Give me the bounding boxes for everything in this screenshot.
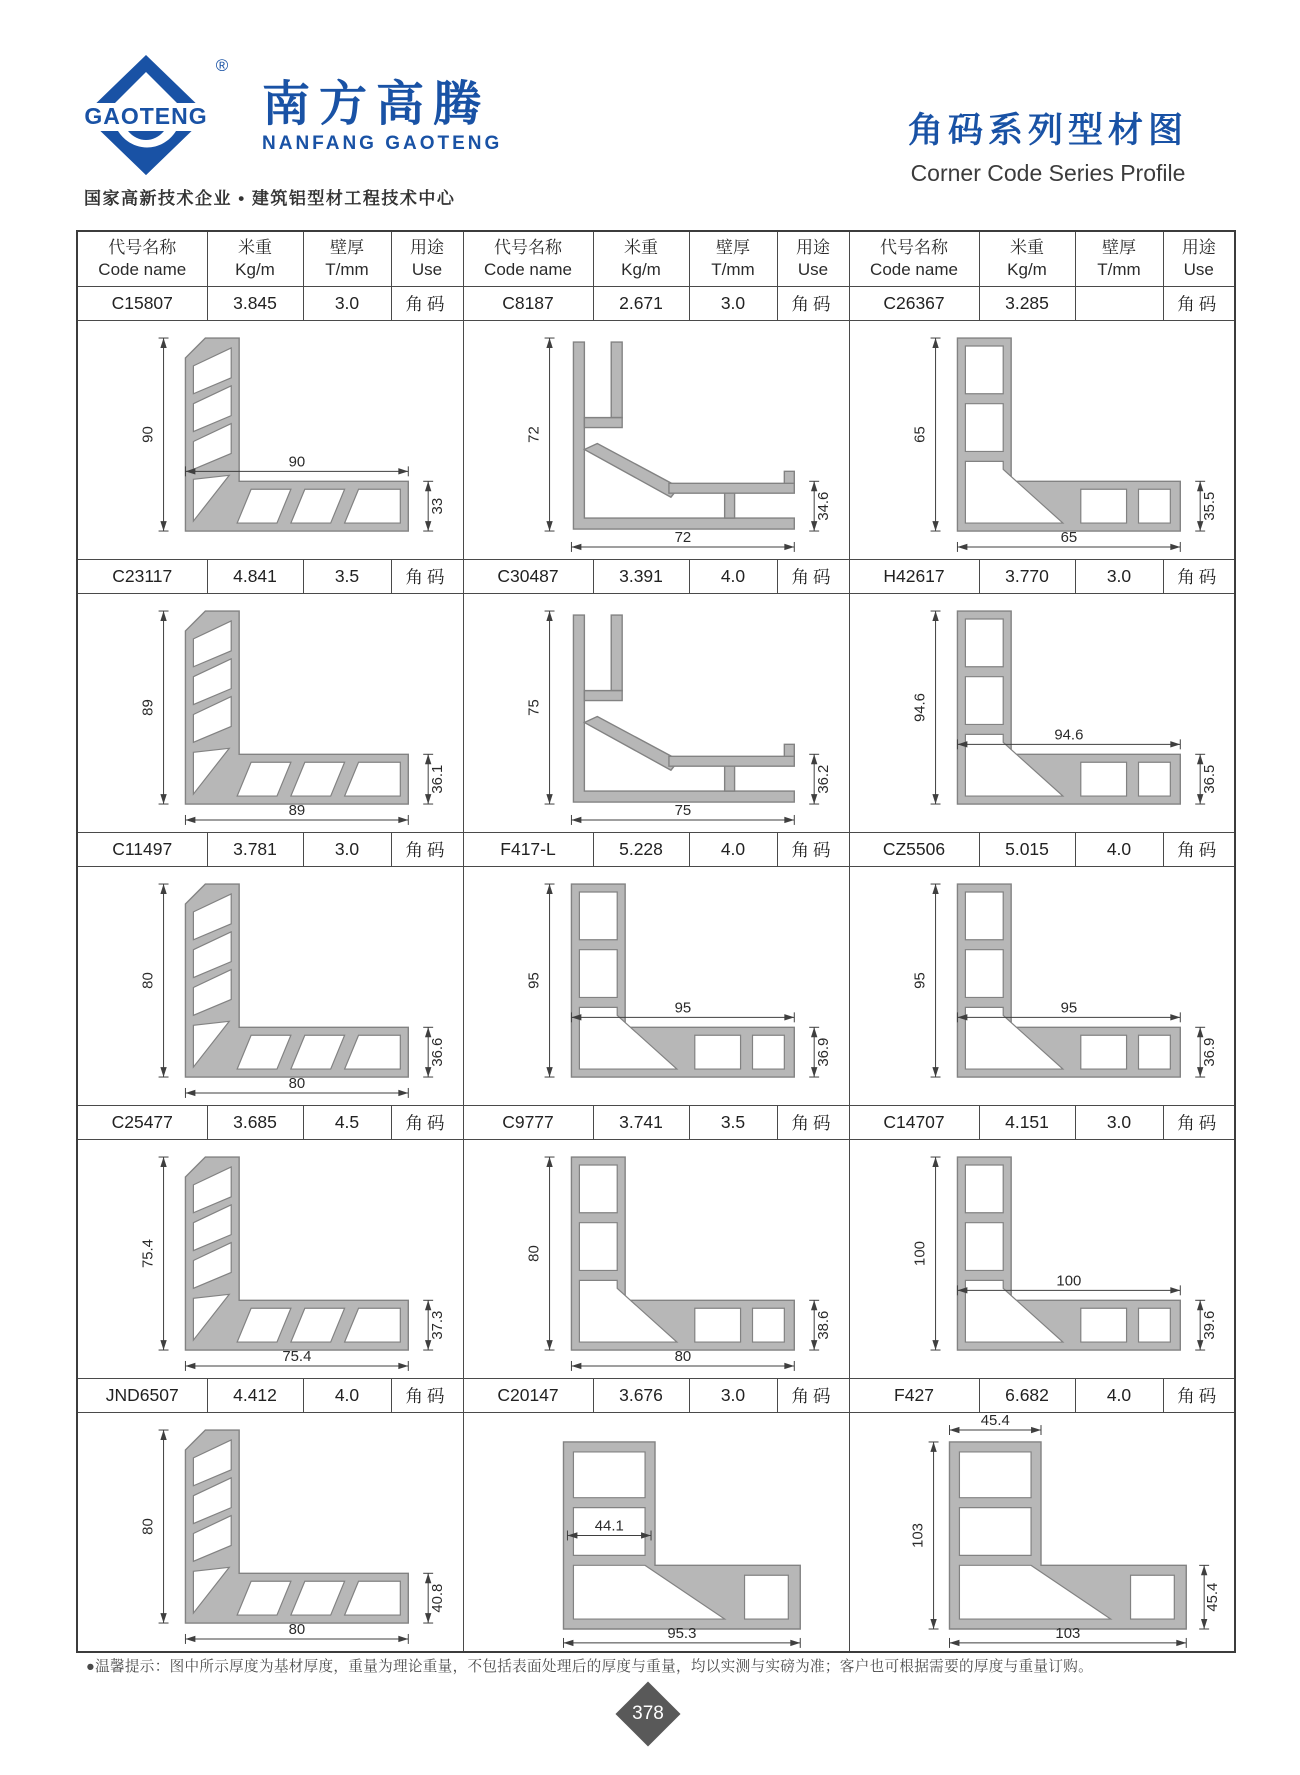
profile-drawing-C25477 <box>78 1141 462 1378</box>
dim-label: 80 <box>525 1244 543 1262</box>
dim-label: 94.6 <box>1054 725 1084 743</box>
brand-name-en: NANFANG GAOTENG <box>262 133 503 155</box>
profile-drawing-C30487 <box>464 595 848 832</box>
dim-label: 36.1 <box>429 764 447 794</box>
code-cell: F417-L <box>463 833 593 867</box>
footer-note: ●温馨提示：图中所示厚度为基材厚度，重量为理论重量，不包括表面处理后的厚度与重量，均以实测与实磅为准；客户也可根据需要的厚度与重量订购。 <box>86 1659 1094 1675</box>
dim-label: 89 <box>139 698 157 716</box>
kg-cell: 3.391 <box>593 560 689 594</box>
kg-cell: 3.770 <box>979 560 1075 594</box>
dim-label: 80 <box>288 1620 306 1638</box>
use-cell: 角码 <box>1163 1379 1235 1413</box>
t-cell <box>1075 287 1163 321</box>
kg-cell: 3.845 <box>207 287 303 321</box>
drawing-row-4 <box>77 1140 1235 1379</box>
code-cell: C15807 <box>77 287 207 321</box>
value-row-4 <box>77 1106 1235 1140</box>
code-cell: C14707 <box>849 1106 979 1140</box>
registered-mark-icon: ® <box>215 56 229 75</box>
dim-label: 36.5 <box>1200 764 1218 794</box>
dim-label: 94.6 <box>911 692 929 722</box>
dim-label: 75 <box>525 698 543 716</box>
dim-label: 45.4 <box>1203 1582 1221 1612</box>
kg-cell: 5.015 <box>979 833 1075 867</box>
kg-cell: 5.228 <box>593 833 689 867</box>
page-number: 378 <box>632 1703 664 1724</box>
profile-drawing-C26367 <box>850 322 1234 559</box>
dim-label: 36.6 <box>429 1037 447 1067</box>
dim-label: 100 <box>911 1240 929 1266</box>
use-cell: 角码 <box>777 1106 849 1140</box>
brand-tagline: 国家高新技术企业 • 建筑铝型材工程技术中心 <box>84 189 456 208</box>
dim-label: 33 <box>429 497 447 514</box>
dim-label: 36.2 <box>815 764 833 794</box>
code-cell: JND6507 <box>77 1379 207 1413</box>
col-header-kg: 米重 Kg/m <box>207 231 303 287</box>
t-cell: 4.0 <box>689 833 777 867</box>
code-cell: H42617 <box>849 560 979 594</box>
dim-label: 44.1 <box>594 1517 624 1535</box>
t-cell: 3.0 <box>303 833 391 867</box>
dim-label: 80 <box>139 971 157 989</box>
t-cell: 3.0 <box>303 287 391 321</box>
use-cell: 角码 <box>777 833 849 867</box>
logo-bottom <box>101 131 192 175</box>
dim-label: 80 <box>674 1347 692 1365</box>
profile-drawing-C9777 <box>464 1141 848 1378</box>
brand-name-cn: 南方高腾 <box>262 78 491 131</box>
value-row-2 <box>77 560 1235 594</box>
page-title-en: Corner Code Series Profile <box>910 160 1186 186</box>
code-cell: C23117 <box>77 560 207 594</box>
col-header-kg: 米重 Kg/m <box>979 231 1075 287</box>
col-header-t: 壁厚 T/mm <box>1075 231 1163 287</box>
drawing-row-3 <box>77 867 1235 1106</box>
gaoteng-logo <box>84 52 236 184</box>
drawing-cell-C26367 <box>849 321 1235 560</box>
drawing-cell-C9777 <box>463 1140 849 1379</box>
drawing-cell-C23117 <box>77 594 463 833</box>
code-cell: C8187 <box>463 287 593 321</box>
dim-label: 89 <box>288 801 306 819</box>
t-cell: 4.0 <box>1075 1379 1163 1413</box>
value-row-1 <box>77 287 1235 321</box>
t-cell: 4.0 <box>689 560 777 594</box>
dim-label: 80 <box>139 1517 157 1535</box>
kg-cell: 3.685 <box>207 1106 303 1140</box>
dim-label: 72 <box>674 528 692 546</box>
page-title-zh: 角码系列型材图 <box>907 111 1188 150</box>
dim-label: 75 <box>674 801 692 819</box>
code-cell: C20147 <box>463 1379 593 1413</box>
profile-drawing-JND6507 <box>78 1414 462 1651</box>
drawing-cell-C25477 <box>77 1140 463 1379</box>
col-header-use: 用途 Use <box>391 231 463 287</box>
code-cell: C25477 <box>77 1106 207 1140</box>
use-cell: 角码 <box>391 1379 463 1413</box>
t-cell: 3.0 <box>1075 560 1163 594</box>
brand-header <box>84 52 502 184</box>
code-cell: C9777 <box>463 1106 593 1140</box>
kg-cell: 4.151 <box>979 1106 1075 1140</box>
dim-label: 95 <box>674 998 692 1016</box>
t-cell: 3.5 <box>689 1106 777 1140</box>
profile-drawing-CZ5506 <box>850 868 1234 1105</box>
dim-label: 65 <box>911 425 929 443</box>
kg-cell: 6.682 <box>979 1379 1075 1413</box>
dim-label: 65 <box>1060 528 1077 546</box>
drawing-cell-C11497 <box>77 867 463 1106</box>
dim-label: 37.3 <box>429 1310 447 1340</box>
col-header-t: 壁厚 T/mm <box>303 231 391 287</box>
dim-label: 35.5 <box>1200 491 1218 521</box>
col-header-use: 用途 Use <box>777 231 849 287</box>
use-cell: 角码 <box>777 287 849 321</box>
use-cell: 角码 <box>1163 1106 1235 1140</box>
kg-cell: 2.671 <box>593 287 689 321</box>
dim-label: 103 <box>909 1522 927 1548</box>
col-header-code: 代号名称 Code name <box>77 231 207 287</box>
dim-label: 36.9 <box>1200 1037 1218 1067</box>
kg-cell: 3.781 <box>207 833 303 867</box>
t-cell: 4.0 <box>303 1379 391 1413</box>
kg-cell: 3.741 <box>593 1106 689 1140</box>
drawing-cell-C30487 <box>463 594 849 833</box>
table-header-row <box>77 231 1235 287</box>
dim-label: 39.6 <box>1200 1310 1218 1340</box>
dim-label: 103 <box>1055 1624 1081 1642</box>
drawing-cell-H42617 <box>849 594 1235 833</box>
kg-cell: 4.412 <box>207 1379 303 1413</box>
col-header-kg: 米重 Kg/m <box>593 231 689 287</box>
code-cell: C11497 <box>77 833 207 867</box>
drawing-cell-F417-L <box>463 867 849 1106</box>
use-cell: 角码 <box>1163 833 1235 867</box>
t-cell: 3.0 <box>1075 1106 1163 1140</box>
profile-drawing-C8187 <box>464 322 848 559</box>
code-cell: C30487 <box>463 560 593 594</box>
drawing-cell-C20147 <box>463 1413 849 1653</box>
use-cell: 角码 <box>777 560 849 594</box>
dim-label: 95 <box>1060 998 1077 1016</box>
dim-label: 95 <box>525 971 543 989</box>
dim-label: 80 <box>288 1074 306 1092</box>
drawing-cell-C14707 <box>849 1140 1235 1379</box>
col-header-use: 用途 Use <box>1163 231 1235 287</box>
drawing-cell-CZ5506 <box>849 867 1235 1106</box>
t-cell: 4.5 <box>303 1106 391 1140</box>
page-title-block <box>908 103 1188 187</box>
brand-names <box>262 52 502 155</box>
dim-label: 75.4 <box>139 1238 157 1268</box>
t-cell: 3.5 <box>303 560 391 594</box>
profile-drawing-F417-L <box>464 868 848 1105</box>
drawing-cell-F427 <box>849 1413 1235 1653</box>
code-cell: C26367 <box>849 287 979 321</box>
dim-label: 72 <box>525 425 543 443</box>
dim-label: 34.6 <box>815 491 833 521</box>
t-cell: 3.0 <box>689 1379 777 1413</box>
profile-drawing-F427 <box>850 1414 1234 1651</box>
value-row-5 <box>77 1379 1235 1413</box>
drawing-row-2 <box>77 594 1235 833</box>
profile-drawing-H42617 <box>850 595 1234 832</box>
kg-cell: 3.285 <box>979 287 1075 321</box>
t-cell: 4.0 <box>1075 833 1163 867</box>
drawing-row-1 <box>77 321 1235 560</box>
drawing-row-5 <box>77 1413 1235 1653</box>
col-header-code: 代号名称 Code name <box>463 231 593 287</box>
profile-drawing-C20147 <box>464 1414 848 1651</box>
dim-label: 75.4 <box>282 1347 312 1365</box>
use-cell: 角码 <box>777 1379 849 1413</box>
dim-label: 90 <box>139 425 157 443</box>
dim-label: 90 <box>288 452 306 470</box>
profile-drawing-C11497 <box>78 868 462 1105</box>
col-header-code: 代号名称 Code name <box>849 231 979 287</box>
kg-cell: 3.676 <box>593 1379 689 1413</box>
use-cell: 角码 <box>391 1106 463 1140</box>
drawing-cell-JND6507 <box>77 1413 463 1653</box>
use-cell: 角码 <box>391 833 463 867</box>
use-cell: 角码 <box>1163 287 1235 321</box>
profile-drawing-C23117 <box>78 595 462 832</box>
dim-label: 100 <box>1056 1271 1082 1289</box>
profile-drawing-C15807 <box>78 322 462 559</box>
value-row-3 <box>77 833 1235 867</box>
use-cell: 角码 <box>391 560 463 594</box>
dim-label: 38.6 <box>815 1310 833 1340</box>
use-cell: 角码 <box>391 287 463 321</box>
dim-label: 95 <box>911 971 929 989</box>
dim-label: 95.3 <box>667 1624 697 1642</box>
code-cell: CZ5506 <box>849 833 979 867</box>
profile-table <box>76 230 1236 1653</box>
dim-label: 45.4 <box>980 1413 1010 1429</box>
drawing-cell-C8187 <box>463 321 849 560</box>
code-cell: F427 <box>849 1379 979 1413</box>
profile-drawing-C14707 <box>850 1141 1234 1378</box>
logo-wordmark: GAOTENG <box>84 103 208 129</box>
drawing-cell-C15807 <box>77 321 463 560</box>
col-header-t: 壁厚 T/mm <box>689 231 777 287</box>
t-cell: 3.0 <box>689 287 777 321</box>
dim-label: 36.9 <box>815 1037 833 1067</box>
use-cell: 角码 <box>1163 560 1235 594</box>
dim-label: 40.8 <box>429 1583 447 1613</box>
kg-cell: 4.841 <box>207 560 303 594</box>
